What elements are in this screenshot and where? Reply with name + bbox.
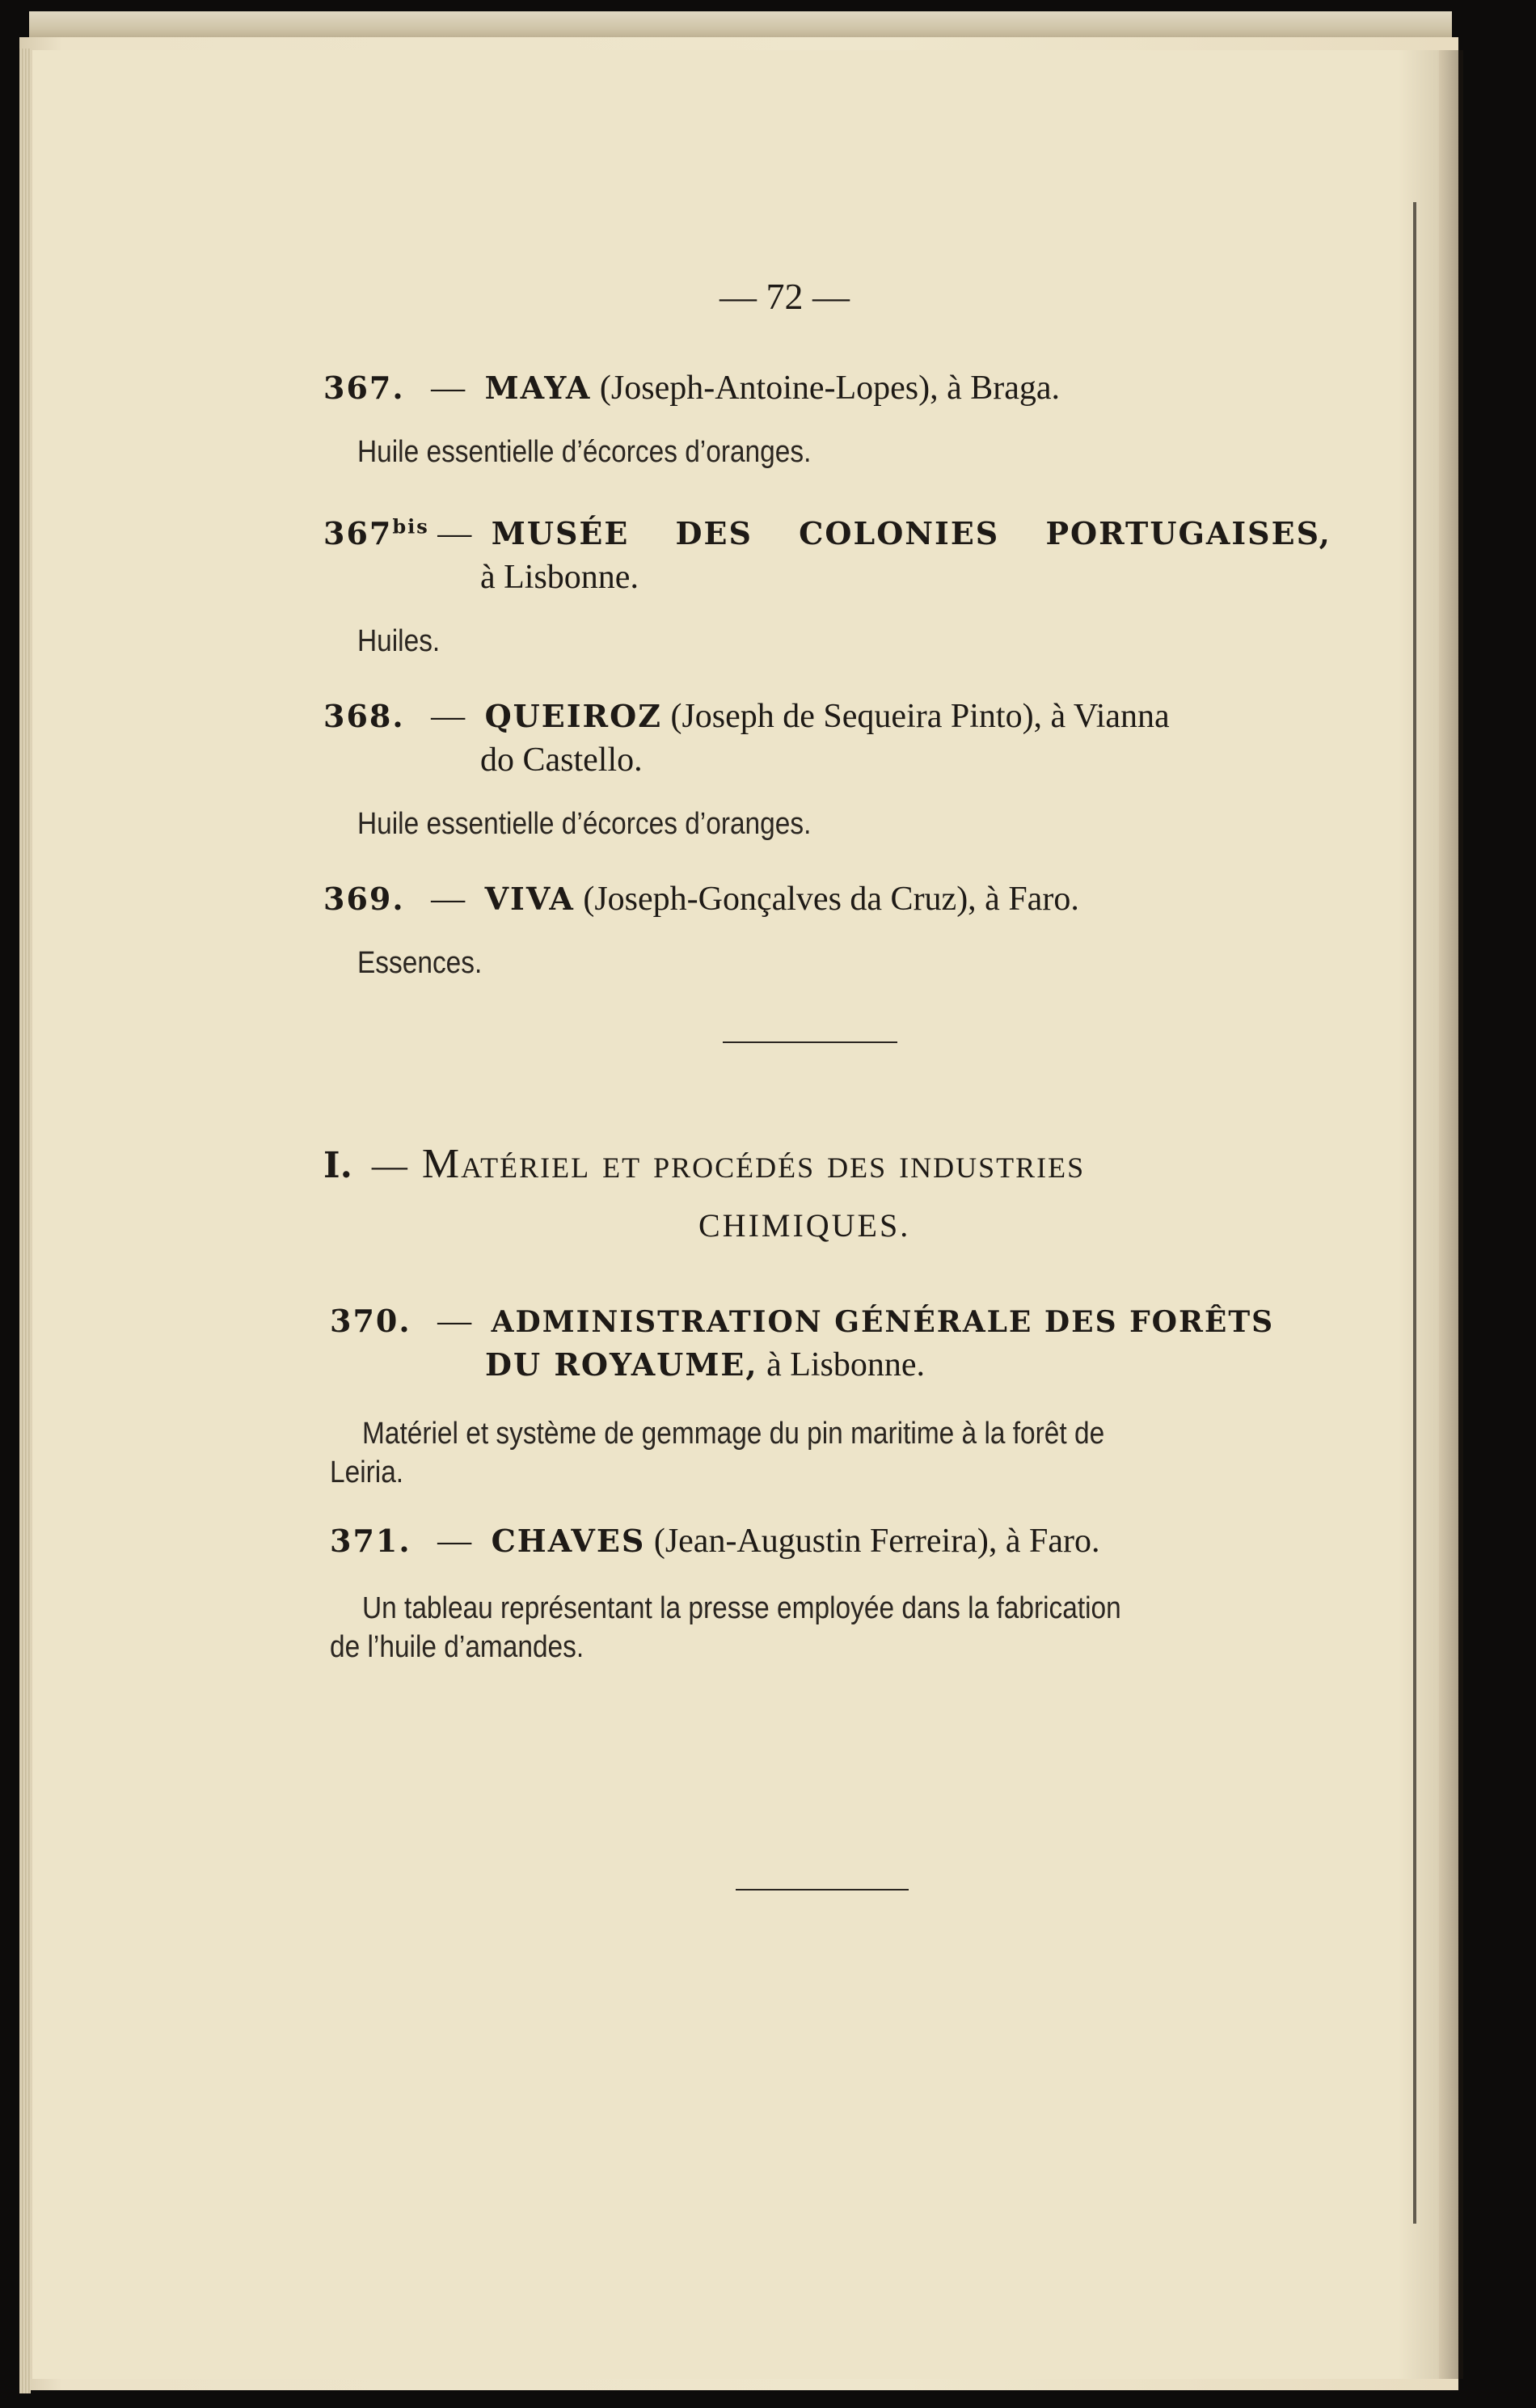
- entry-details: à Lisbonne.: [757, 1346, 926, 1384]
- section-title-line2: CHIMIQUES.: [698, 1207, 911, 1244]
- entry-description: Huile essentielle d’écorces d’oranges.: [357, 807, 812, 841]
- entry-description-line2: Leiria.: [330, 1455, 404, 1489]
- page-number: — 72 —: [719, 276, 850, 317]
- entry-superscript: bis: [392, 514, 429, 539]
- entry-371: [330, 1522, 1099, 1561]
- entry-description: Matériel et système de gemmage du pin maritime à la forêt de: [362, 1417, 1105, 1451]
- entry-370: [330, 1302, 1274, 1341]
- section-divider: [723, 1041, 897, 1043]
- entry-name: VIVA: [484, 881, 575, 917]
- entry-name-line2: DU ROYAUME, à Lisbonne.: [485, 1346, 926, 1384]
- entry-details: à Lisbonne.: [480, 559, 639, 596]
- book-top-edge: [29, 11, 1452, 40]
- page-stack-edge: [19, 49, 31, 2393]
- entry-name: MUSÉE DES COLONIES PORTUGAISES,: [491, 515, 1331, 551]
- gutter-shadow: [1399, 50, 1463, 2379]
- section-heading: [323, 1140, 1085, 1188]
- entry-details: (Jean-Augustin Ferreira), à Faro.: [645, 1523, 1100, 1560]
- end-divider: [736, 1889, 909, 1890]
- section-title: Matériel et procédés des industries: [421, 1141, 1086, 1187]
- entry-number: 367.: [323, 370, 405, 406]
- entry-dash: —: [437, 1523, 472, 1560]
- entry-367bis: [323, 514, 1331, 553]
- entry-name: ADMINISTRATION GÉNÉRALE DES FORÊTS: [491, 1305, 1275, 1339]
- entry-number: 369.: [323, 881, 405, 917]
- entry-369: [323, 880, 1079, 919]
- entry-dash: —: [437, 1303, 472, 1340]
- section-letter: I.: [323, 1145, 352, 1186]
- binding-line: [1413, 202, 1416, 2224]
- entry-dash: —: [437, 515, 472, 552]
- entry-description: Essences.: [357, 946, 483, 980]
- entry-name: CHAVES: [491, 1523, 646, 1559]
- entry-details: (Joseph-Antoine-Lopes), à Braga.: [591, 370, 1061, 407]
- entry-details-line2: do Castello.: [480, 741, 643, 779]
- entry-number: 368.: [323, 698, 405, 734]
- entry-dash: —: [431, 881, 466, 918]
- entry-368: [323, 697, 1170, 736]
- entry-367: [323, 369, 1060, 408]
- entry-number: 370.: [330, 1303, 411, 1339]
- entry-description: Huiles.: [357, 624, 441, 658]
- entry-number: 371.: [330, 1523, 411, 1559]
- entry-description-line2: de l’huile d’amandes.: [330, 1630, 584, 1664]
- entry-details: (Joseph-Gonçalves da Cruz), à Faro.: [574, 881, 1079, 918]
- entry-number: $367^{bis}$: [323, 514, 429, 551]
- entry-dash: —: [431, 698, 466, 735]
- entry-details: (Joseph de Sequeira Pinto), à Vianna: [661, 698, 1170, 735]
- entry-description: Un tableau représentant la presse employée dans la fabrication: [362, 1591, 1121, 1625]
- section-dash: —: [371, 1146, 407, 1185]
- entry-name: MAYA: [484, 370, 592, 406]
- entry-description: Huile essentielle d’écorces d’oranges.: [357, 435, 812, 469]
- entry-dash: —: [431, 370, 466, 407]
- entry-name: QUEIROZ: [484, 698, 662, 734]
